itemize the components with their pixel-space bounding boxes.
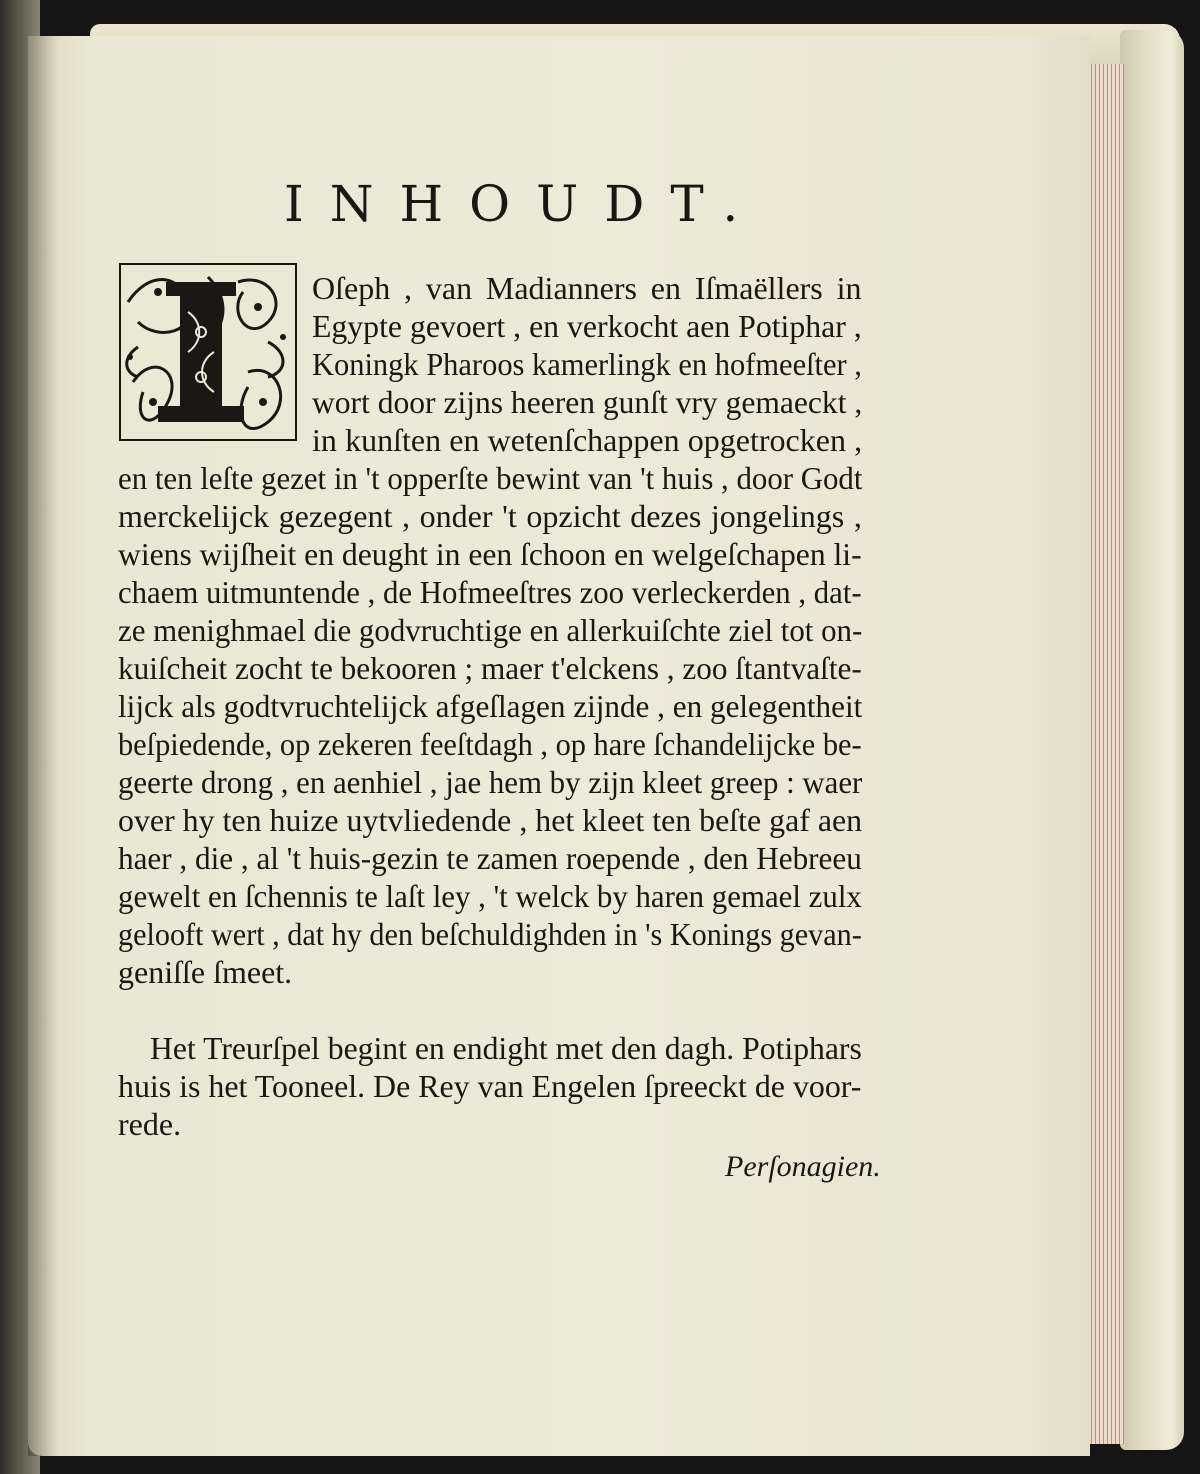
text-line: Egypte gevoert , en verkocht aen Potiphar ,: [312, 308, 862, 344]
text-line: gelooft wert , dat hy den beſchuldighden in 's Konings gevan-: [118, 916, 862, 952]
text-line: gewelt en ſchennis te laſt ley , 't welck by haren gemael zulx: [118, 878, 862, 914]
text-line: kuiſcheit zocht te bekooren ; maer t'elckens , zoo ſtantvaſte-: [118, 650, 862, 686]
gutter-shadow: [28, 36, 58, 1456]
text-line: huis is het Tooneel. De Rey van Engelen ſpreeckt de voor-: [118, 1068, 862, 1104]
initial-letter: [118, 262, 119, 263]
text-line: ze menighmael die godvruchtige en allerkuiſchte ziel tot on-: [118, 612, 863, 648]
text-line: Koningk Pharoos kamerlingk en hofmeeſter ,: [312, 346, 862, 382]
text-line: over hy ten huize uytvliedende , het kleet ten beſte gaf aen: [118, 802, 863, 838]
catchword: Perſonagien.: [725, 1150, 881, 1183]
text-line: wort door zijns heeren gunſt vry gemaeckt ,: [312, 384, 863, 420]
text-line: rede.: [118, 1106, 182, 1142]
text-line: wiens wijſheit en deught in een ſchoon en welgeſchapen li-: [118, 536, 862, 572]
text-line: chaem uitmuntende , de Hofmeeſtres zoo verleckerden , dat-: [118, 574, 862, 610]
text-line: haer , die , al 't huis-gezin te zamen roepende , den Hebreeu: [118, 840, 862, 876]
text-line: geniſſe ſmeet.: [118, 954, 293, 990]
text-line: in kunſten en wetenſchappen opgetrocken ,: [312, 422, 863, 458]
page-heading: INHOUDT.: [284, 175, 765, 233]
text-line: merckelijck gezegent , onder 't opzicht dezes jongelings ,: [118, 498, 862, 534]
vellum-cover-edge: [1120, 30, 1184, 1450]
text-line: Het Treurſpel begint en endight met den dagh. Potiphars: [150, 1030, 862, 1066]
text-line: en ten leſte gezet in 't opperſte bewint van 't huis , door Godt: [118, 460, 863, 496]
text-line: Oſeph , van Madianners en Iſmaëllers in: [312, 270, 862, 306]
decorated-initial-icon: [118, 262, 298, 442]
text-line: geerte drong , en aenhiel , jae hem by zijn kleet greep : waer: [118, 764, 863, 800]
text-line: lijck als godtvruchtelijck afgeſlagen zijnde , en gelegentheit: [118, 688, 863, 724]
decorated-initial: [118, 262, 298, 442]
text-line: beſpiedende, op zekeren feeſtdagh , op hare ſchandelijcke be-: [118, 726, 862, 762]
